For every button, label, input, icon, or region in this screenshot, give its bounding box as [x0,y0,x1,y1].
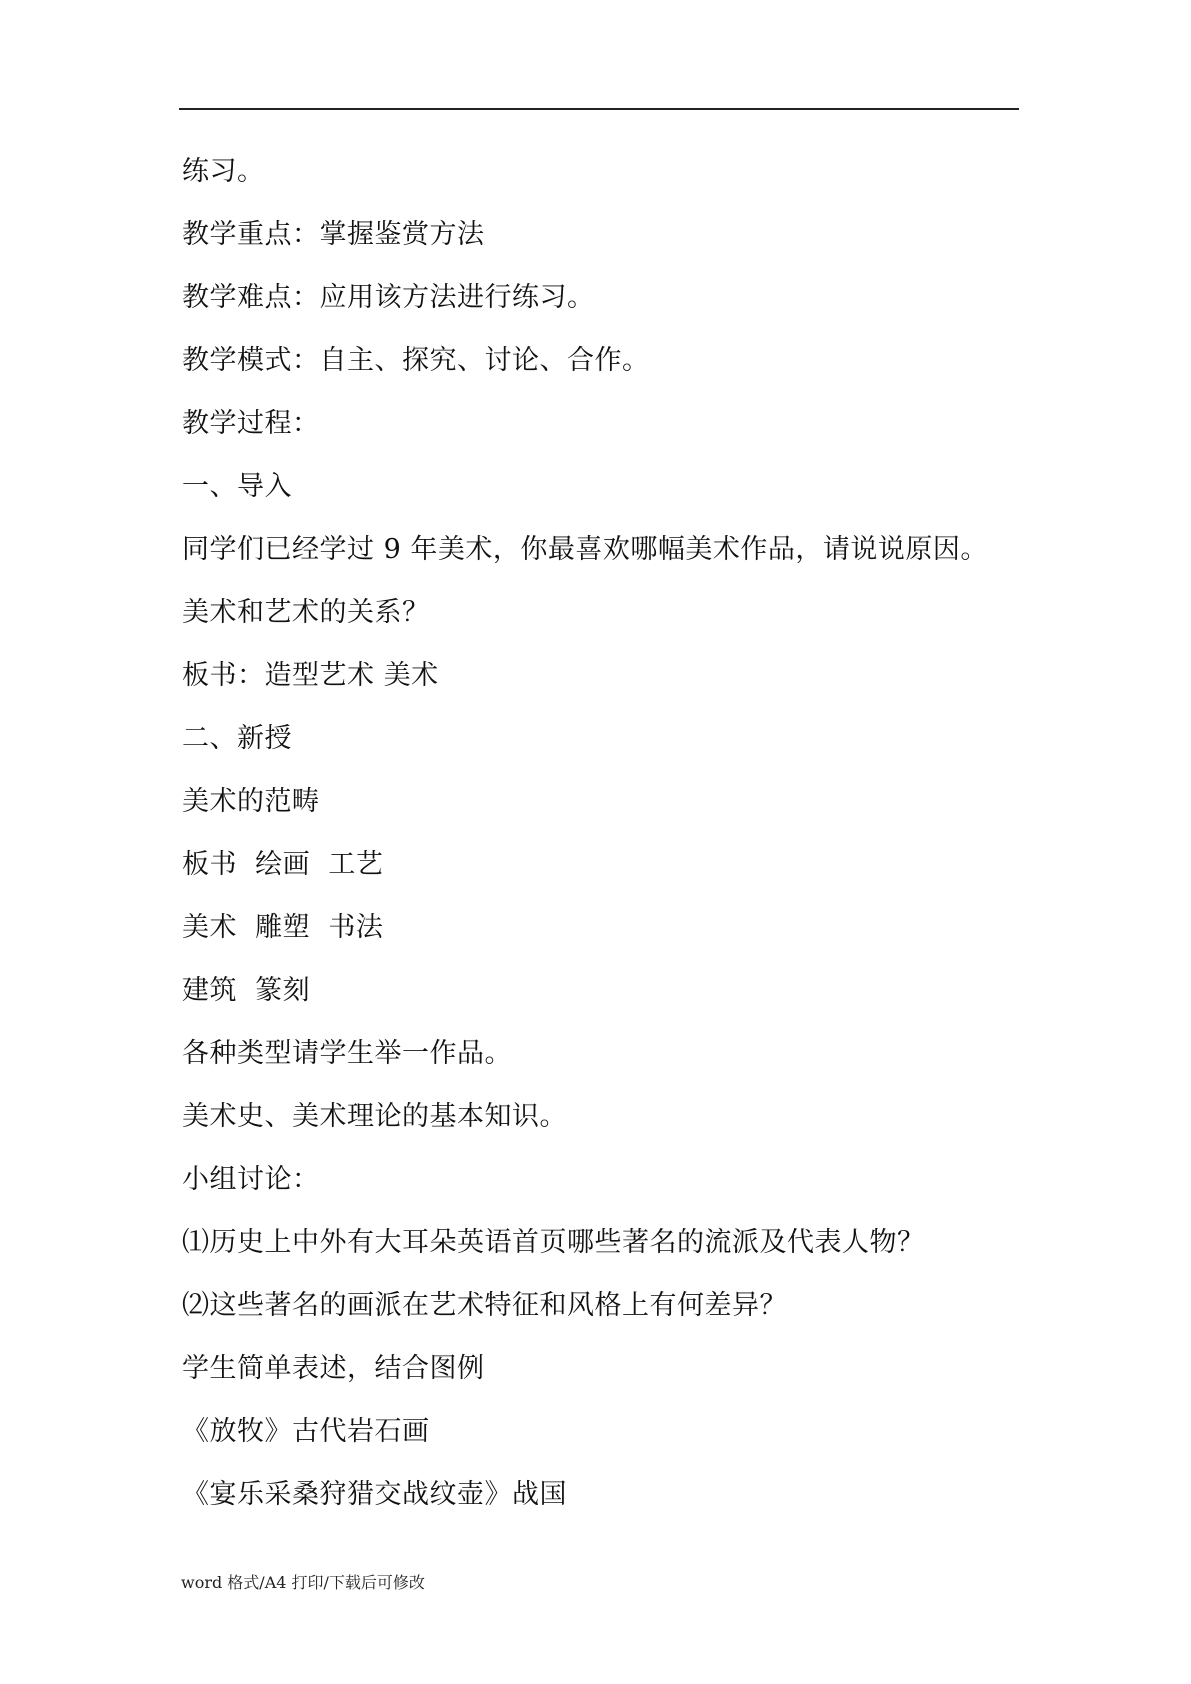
text-line: 练习。 [182,156,265,187]
text-line: 建筑 篆刻 [182,975,311,1006]
page-footer: word 格式/A4 打印/下载后可修改 [181,1573,425,1592]
discussion-question: ⑴历史上中外有大耳朵英语首页哪些著名的流派及代表人物？ [182,1227,925,1258]
discussion-question: ⑵这些著名的画派在艺术特征和风格上有何差异？ [182,1290,787,1321]
section-heading: 二、新授 [182,723,292,754]
text-line: 板书：造型艺术 美术 [182,660,439,691]
text-line: 美术 雕塑 书法 [182,912,384,943]
document-body [182,150,1022,1536]
text-line: 板书 绘画 工艺 [182,849,384,880]
text-line: 教学过程： [182,408,320,439]
section-heading: 一、导入 [182,471,292,502]
header-rule [179,108,1019,110]
text-line: 同学们已经学过 9 年美术，你最喜欢哪幅美术作品，请说说原因。 [182,534,988,565]
text-line: 教学模式：自主、探究、讨论、合作。 [182,345,650,376]
artwork-example: 《放牧》古代岩石画 [182,1416,430,1447]
text-line: 美术的范畴 [182,786,320,817]
text-line: 教学难点：应用该方法进行练习。 [182,282,595,313]
text-line: 教学重点：掌握鉴赏方法 [182,219,485,250]
text-line: 美术史、美术理论的基本知识。 [182,1101,567,1132]
artwork-example: 《宴乐采桑狩猎交战纹壶》战国 [182,1479,567,1510]
text-line: 美术和艺术的关系？ [182,597,430,628]
text-line: 各种类型请学生举一作品。 [182,1038,512,1069]
text-line: 小组讨论： [182,1164,320,1195]
text-line: 学生简单表述，结合图例 [182,1353,485,1384]
